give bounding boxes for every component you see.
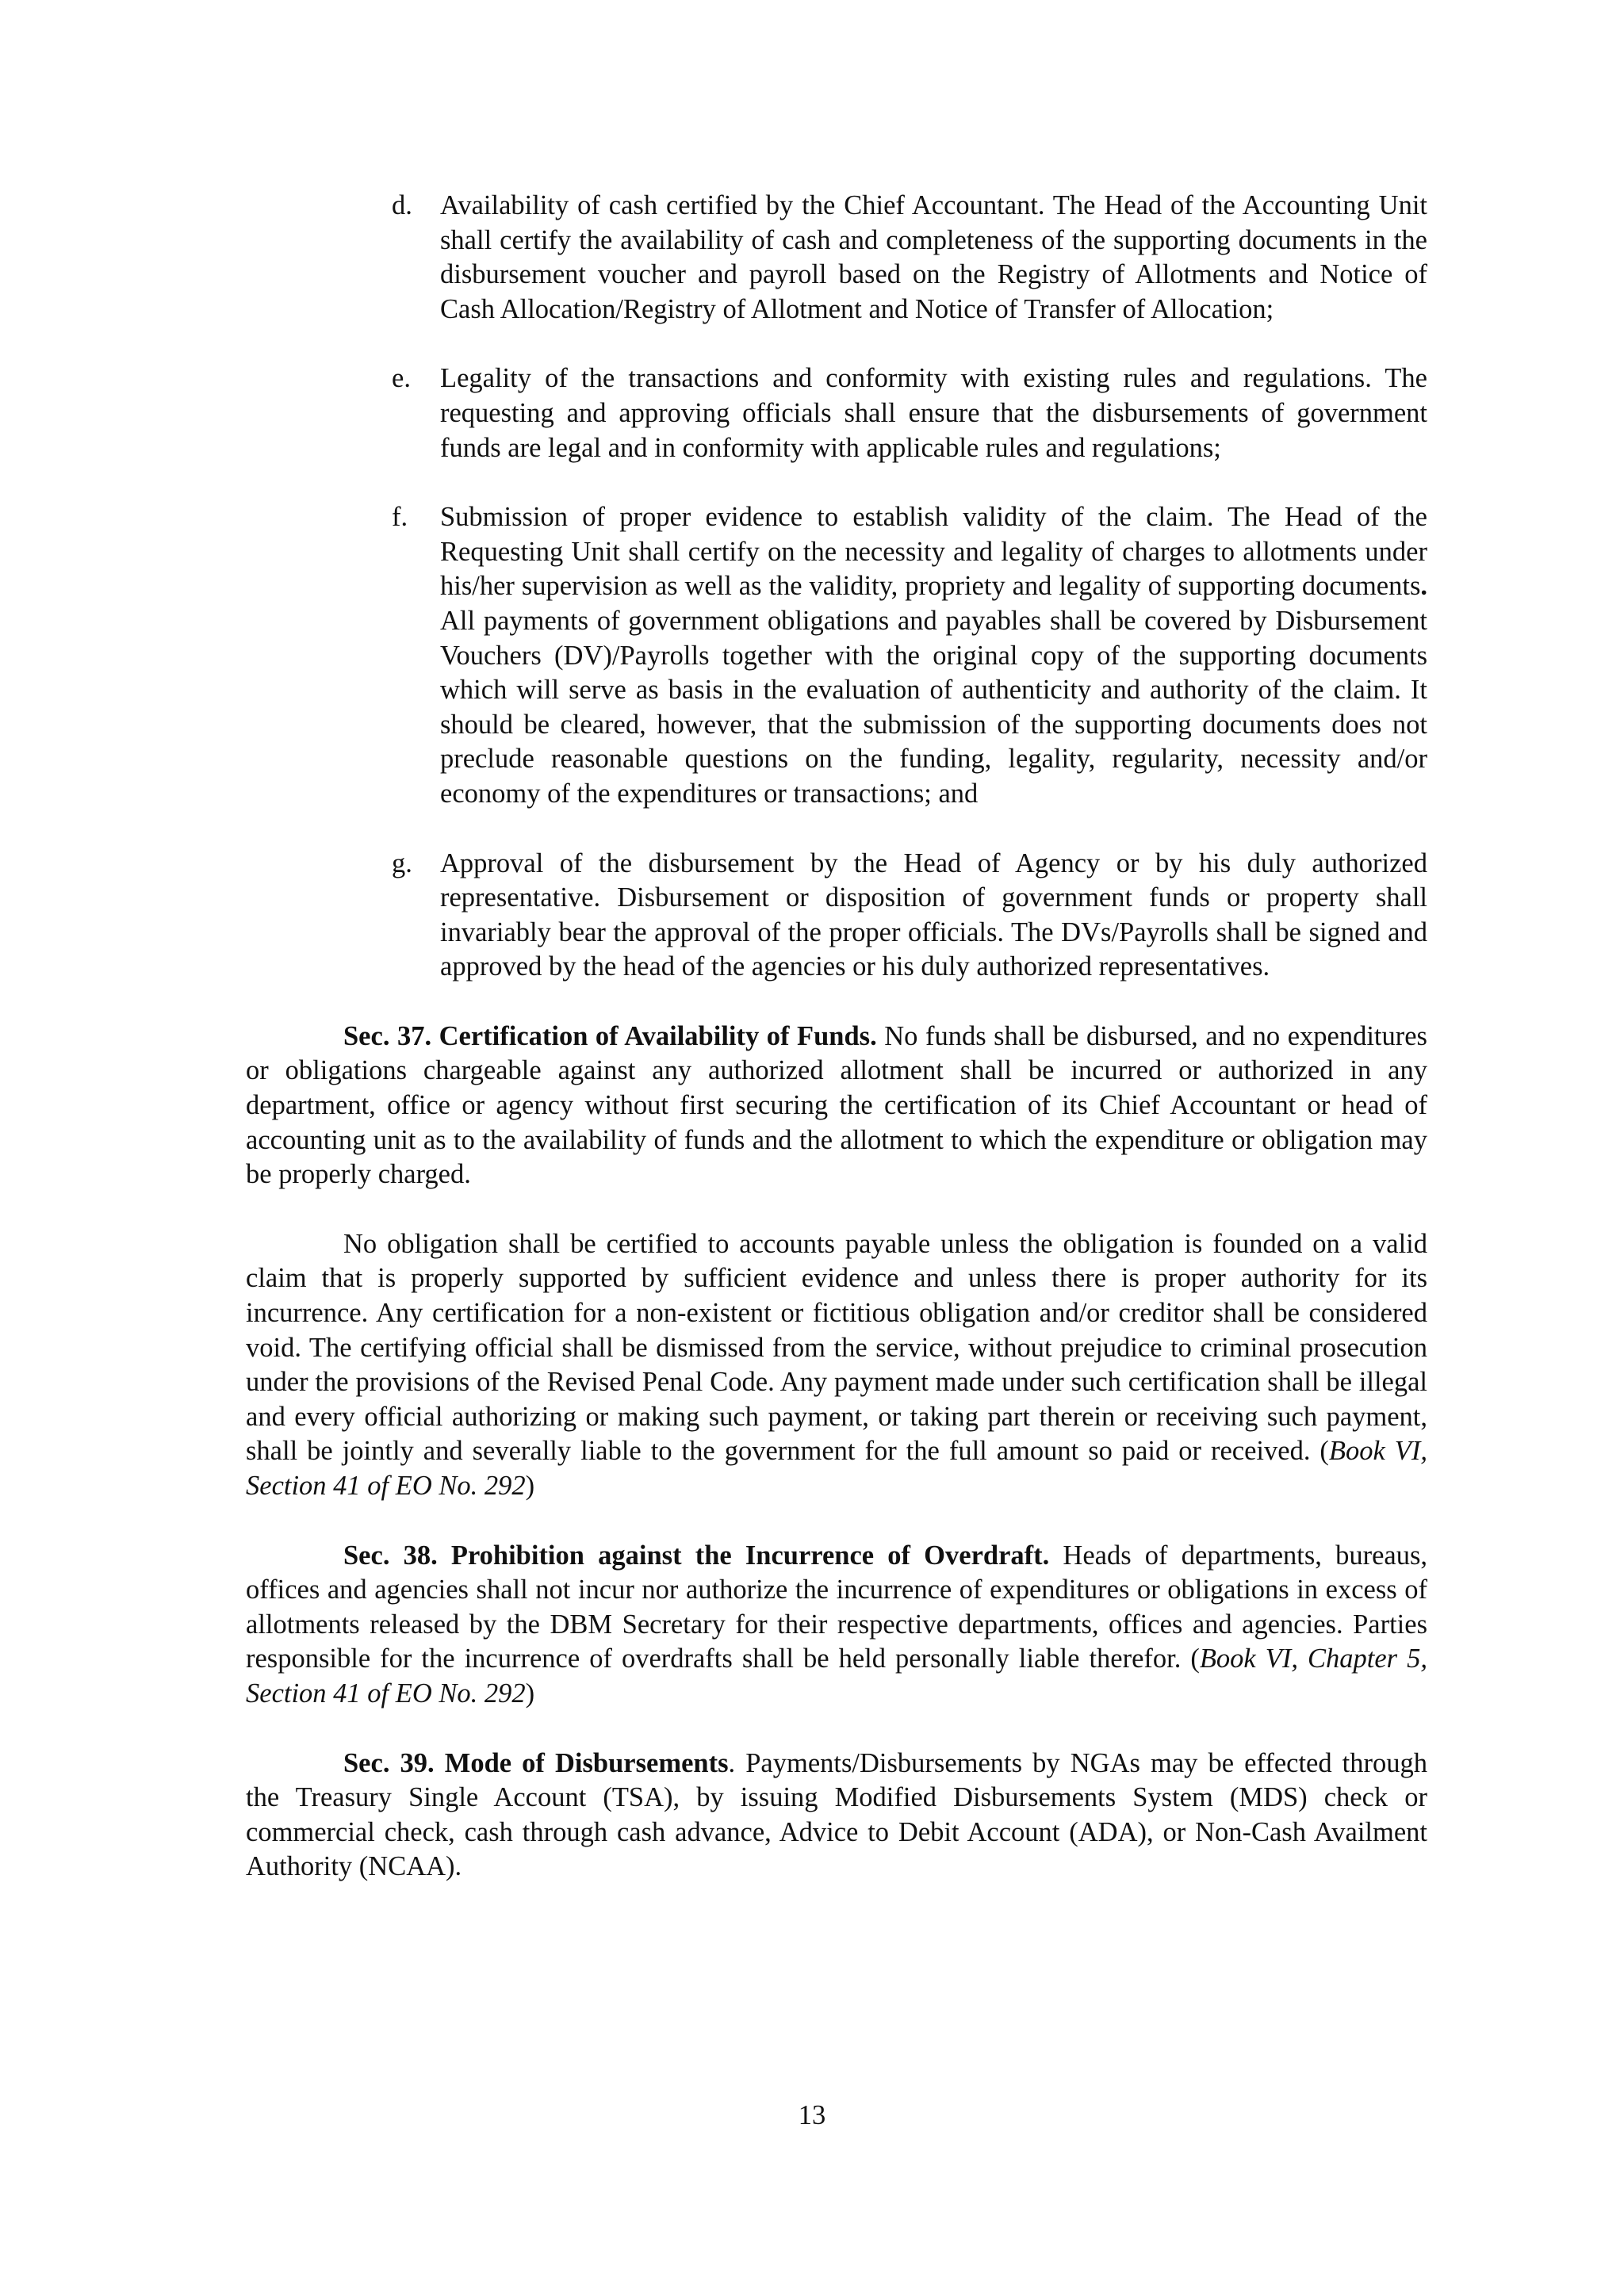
list-item-letter: g. [392, 848, 412, 878]
section-37-p2-close: ) [525, 1471, 535, 1501]
section-37-paragraph-2 [246, 1227, 1427, 1504]
section-39-text: . Payments/Disbursements by NGAs may be effected through the Treasury Single Account (TSA), by issuing Modified Disbursements System (MDS) check or commercial check, cash through cash advance, Advice to Debit Account (ADA), or Non-Cash Availment Authority (NCAA). [246, 1747, 1428, 1882]
list-item-text: Availability of cash certified by the Chief Accountant. The Head of the Accounting Unit shall certify the availability of cash and completeness of the supporting documents in the disbursement voucher and payroll based on the Registry of Allotments and Notice of Cash Allocation/Registry of Allotment and Notice of Transfer of Allocation; [440, 190, 1427, 324]
section-37-text: No funds shall be disbursed, and no expenditures or obligations chargeable against any authorized allotment shall be incurred or authorized in any department, office or agency without first securing the certification of its Chief Accountant or head of accounting unit as to the availability of funds and the allotment to which the expenditure or obligation may be properly charged. [246, 1020, 1427, 1190]
list-item-text-part: All payments of government obligations and payables shall be covered by Disbursement Vouchers (DV)/Payrolls together with the original copy of the supporting documents which will serve as basis in the evaluation of authenticity and authority of the claim. It should be cleared, however, that the submission of the supporting documents does not preclude reasonable questions on the funding, legality, regularity, necessity and/or economy of the expenditures or transactions; and [440, 605, 1427, 809]
list-item-text-part: Submission of proper evidence to establish validity of the claim. The Head of the Requesting Unit shall certify on the necessity and legality of charges to allotments under his/her supervision as well as the validity, propriety and legality of supporting documents [440, 502, 1427, 602]
section-37-p2-text: No obligation shall be certified to accounts payable unless the obligation is founded on a valid claim that is properly supported by sufficient evidence and unless there is proper authority for its incurrence. Any certification for a non-existent or fictitious obligation and/or creditor shall be considered void. The certifying official shall be dismissed from the service, without prejudice to criminal prosecution under the provisions of the Revised Penal Code. Any payment made under such certification shall be illegal and every official authorizing or making such payment, or taking part therein or receiving such payment, shall be jointly and severally liable to the government for the full amount so paid or received. ( [246, 1228, 1427, 1467]
section-39-heading: Sec. 39. Mode of Disbursements [343, 1747, 729, 1778]
section-38-heading: Sec. 38. Prohibition against the Incurrence of Overdraft. [343, 1540, 1050, 1571]
list-item-text: Legality of the transactions and conformity with existing rules and regulations. The requesting and approving officials shall ensure that the disbursements of government funds are legal and in conformity with applicable rules and regulations; [440, 363, 1427, 463]
section-38-citation: Book VI, Chapter 5, Section 41 of EO No. 292 [246, 1644, 1427, 1709]
page-number: 13 [798, 2100, 826, 2130]
list-item-bold-period: . [1420, 571, 1427, 602]
section-37-paragraph [246, 1020, 1427, 1192]
list-item-text [440, 500, 1427, 811]
list-item-e [392, 362, 1427, 465]
list-item-letter: d. [392, 190, 412, 220]
list-item-text: Approval of the disbursement by the Head of Agency or by his duly authorized representative. Disbursement or disposition of government funds or property shall invariably bear the approval of the proper officials. The DVs/Payrolls shall be signed and approved by the head of the agencies or his duly authorized representatives. [440, 848, 1427, 982]
list-item-letter: e. [392, 363, 411, 394]
section-38-text: Heads of departments, bureaus, offices and agencies shall not incur nor authorize the incurrence of expenditures or obligations in excess of allotments released by the DBM Secretary for their respective departments, offices and agencies. Parties responsible for the incurrence of overdrafts shall be held personally liable therefor. ( [246, 1540, 1428, 1674]
list-item-g [392, 847, 1427, 985]
section-38-close: ) [525, 1678, 535, 1709]
section-37-p2-citation: Book VI, Section 41 of EO No. 292 [246, 1436, 1427, 1501]
section-39-paragraph [246, 1747, 1427, 1885]
list-item-f [392, 500, 1427, 811]
section-37-heading: Sec. 37. Certification of Availability of Funds. [343, 1020, 877, 1051]
list-item-letter: f. [392, 502, 408, 533]
section-38-paragraph [246, 1539, 1427, 1712]
list-item-d [392, 189, 1427, 327]
document-page [246, 189, 1427, 1885]
